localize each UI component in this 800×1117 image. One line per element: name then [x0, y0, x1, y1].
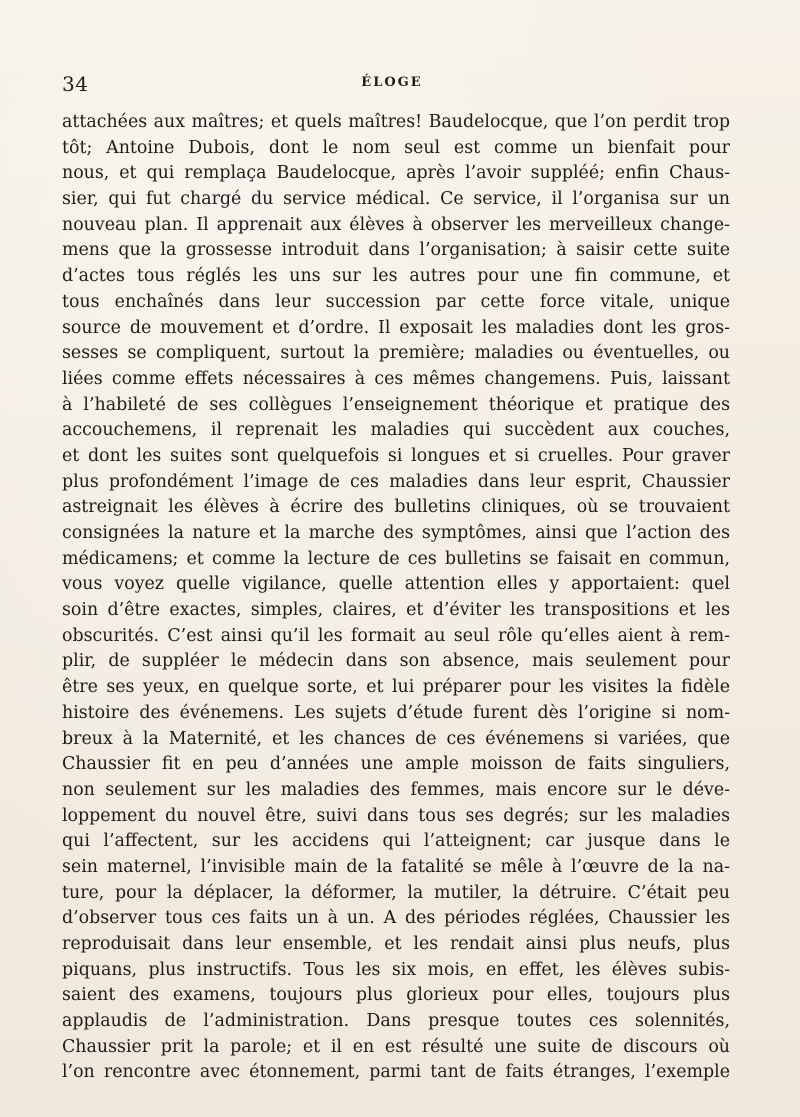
text-line: consignées la nature et la marche des symptômes, ainsi que l’action des	[62, 523, 730, 543]
text-line: qui l’affectent, sur les accidens qui l’atteignent; car jusque dans le	[62, 831, 730, 852]
text-line: saient des examens, toujours plus glorieux pour elles, toujours plus	[62, 985, 730, 1006]
text-line: histoire des événemens. Les sujets d’étude furent dès l’origine si nom-	[62, 702, 730, 723]
text-line: non seulement sur les maladies des femmes, mais encore sur le déve-	[62, 779, 730, 800]
text-line: vous voyez quelle vigilance, quelle attention elles y apportaient: quel	[62, 574, 730, 595]
text-line: accouchemens, il reprenait les maladies qui succèdent aux couches,	[62, 420, 730, 441]
text-line: et dont les suites sont quelquefois si longues et si cruelles. Pour graver	[62, 445, 730, 466]
text-line: être ses yeux, en quelque sorte, et lui préparer pour les visites la fidèle	[62, 677, 730, 698]
page-header	[62, 72, 722, 98]
text-line: attachées aux maîtres; et quels maîtres! Baudelocque, que l’on perdit trop	[62, 112, 730, 132]
text-line: nouveau plan. Il apprenait aux élèves à observer les merveilleux change-	[62, 214, 730, 235]
text-line: soin d’être exactes, simples, claires, et d’éviter les transpositions et les	[62, 600, 730, 621]
text-line: médicamens; et comme la lecture de ces bulletins se faisait en commun,	[62, 548, 730, 569]
text-line: applaudis de l’administration. Dans presque toutes ces solennités,	[62, 1011, 730, 1032]
page-number: 34	[62, 72, 89, 96]
text-line: sier, qui fut chargé du service médical. Ce service, il l’organisa sur un	[62, 189, 730, 210]
running-title: ÉLOGE	[361, 75, 423, 90]
text-line: nous, et qui remplaça Baudelocque, après l’avoir suppléé; enfin Chaus-	[62, 163, 730, 184]
text-line: plir, de suppléer le médecin dans son absence, mais seulement pour	[62, 651, 730, 672]
text-line: sesses se compliquent, surtout la première; maladies ou éventuelles, ou	[62, 343, 730, 364]
text-line: ture, pour la déplacer, la déformer, la mutiler, la détruire. C’était peu	[62, 882, 730, 903]
text-line: tôt; Antoine Dubois, dont le nom seul est comme un bienfait pour	[62, 137, 730, 158]
text-line: tous enchaînés dans leur succession par cette force vitale, unique	[62, 291, 730, 312]
text-line: piquans, plus instructifs. Tous les six mois, en effet, les élèves subis-	[62, 959, 730, 980]
text-line: plus profondément l’image de ces maladies dans leur esprit, Chaussier	[62, 471, 730, 492]
text-line: astreignait les élèves à écrire des bulletins cliniques, où se trouvaient	[62, 497, 730, 518]
text-line: l’on rencontre avec étonnement, parmi tant de faits étranges, l’exemple	[62, 1062, 730, 1083]
text-line: mens que la grossesse introduit dans l’organisation; à saisir cette suite	[62, 240, 730, 261]
text-line: source de mouvement et d’ordre. Il exposait les maladies dont les gros-	[62, 317, 730, 338]
text-line: reproduisait dans leur ensemble, et les rendait ainsi plus neufs, plus	[62, 934, 730, 954]
text-line: Chaussier prit la parole; et il en est résulté une suite de discours où	[62, 1036, 730, 1057]
text-line: Chaussier fit en peu d’années une ample moisson de faits singuliers,	[62, 754, 730, 775]
text-line: loppement du nouvel être, suivi dans tous ses degrés; sur les maladies	[62, 805, 730, 826]
text-line: d’observer tous ces faits un à un. A des périodes réglées, Chaussier les	[62, 908, 730, 929]
body-text	[62, 110, 730, 1086]
text-line: liées comme effets nécessaires à ces mêmes changemens. Puis, laissant	[62, 368, 730, 389]
text-line: à l’habileté de ses collègues l’enseignement théorique et pratique des	[62, 394, 730, 415]
text-line: breux à la Maternité, et les chances de ces événemens si variées, que	[62, 728, 730, 749]
text-line: obscurités. C’est ainsi qu’il les formait au seul rôle qu’elles aient à rem-	[62, 625, 730, 646]
text-line: d’actes tous réglés les uns sur les autres pour une fin commune, et	[62, 266, 730, 287]
text-line: sein maternel, l’invisible main de la fatalité se mêle à l’œuvre de la na-	[62, 856, 730, 877]
